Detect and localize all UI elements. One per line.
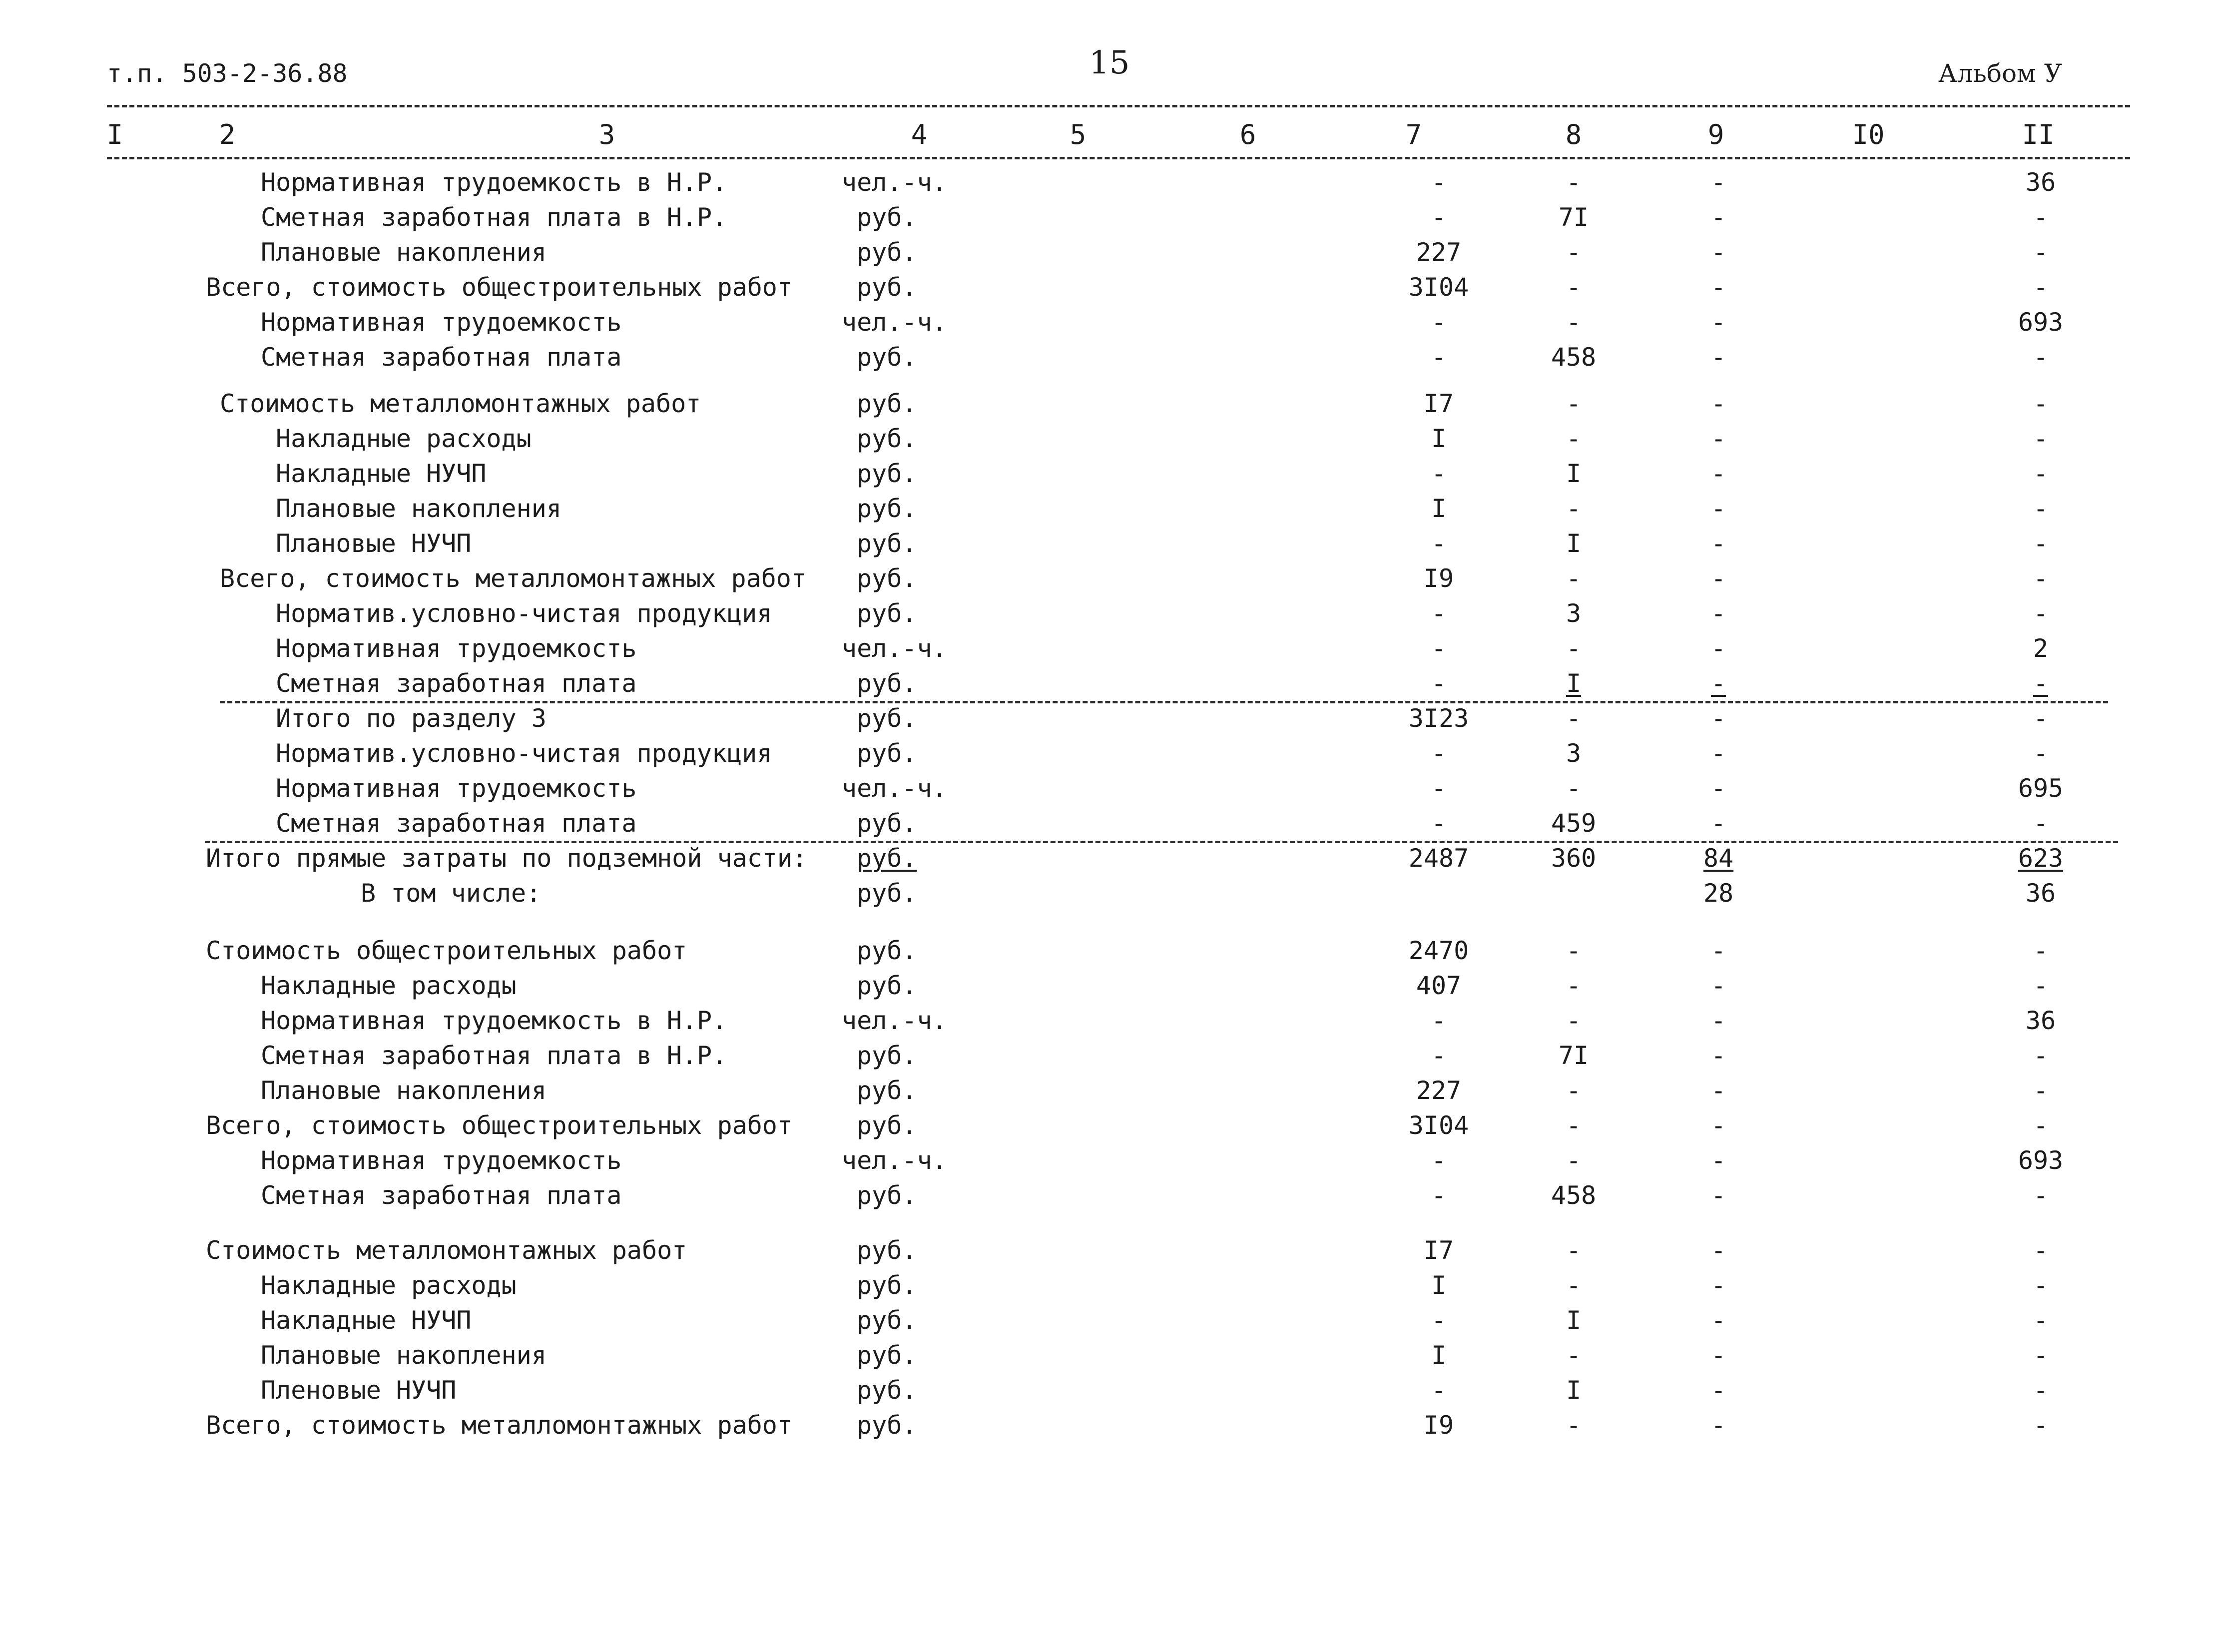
column-number: 6 — [1239, 119, 1256, 150]
row-label: Норматив.условно-чистая продукция — [276, 599, 772, 628]
row-col-9: - — [1710, 424, 1726, 453]
row-label: Всего, стоимость металломонтажных работ — [206, 1411, 792, 1440]
row-col-9: - — [1710, 936, 1726, 965]
section-rule-1 — [220, 701, 2108, 703]
row-col-11: - — [2033, 529, 2049, 558]
column-number: 2 — [219, 119, 236, 150]
column-number: II — [2022, 119, 2055, 150]
row-unit: руб. — [857, 494, 917, 523]
row-col-11: - — [2033, 1076, 2049, 1105]
row-col-7: I9 — [1423, 1411, 1454, 1440]
row-col-11: 36 — [2025, 1006, 2056, 1035]
row-label: Нормативная трудоемкость — [276, 774, 637, 803]
row-col-7: 227 — [1416, 1076, 1462, 1105]
row-col-7: - — [1431, 634, 1447, 663]
row-label: Сметная заработная плата в Н.Р. — [261, 203, 727, 232]
row-col-11: - — [2033, 936, 2049, 965]
row-col-9: - — [1710, 308, 1726, 337]
row-col-9: 28 — [1703, 879, 1734, 908]
row-col-7: I7 — [1423, 1236, 1454, 1265]
row-col-8: - — [1566, 1271, 1582, 1300]
row-label: Сметная заработная плата в Н.Р. — [261, 1041, 727, 1070]
row-unit: чел.-ч. — [842, 308, 947, 337]
row-unit: руб. — [857, 739, 917, 768]
row-col-7: I — [1431, 494, 1447, 523]
row-col-7: 407 — [1416, 971, 1462, 1000]
row-unit: чел.-ч. — [842, 168, 947, 197]
row-col-7: - — [1431, 1376, 1447, 1405]
row-unit: руб. — [857, 1076, 917, 1105]
row-unit: руб. — [857, 809, 917, 838]
row-unit: руб. — [857, 1341, 917, 1370]
column-number: 9 — [1707, 119, 1724, 150]
row-unit: руб. — [857, 343, 917, 372]
row-label: Плановые накопления — [261, 1076, 547, 1105]
row-unit: руб. — [857, 1111, 917, 1140]
row-col-8: 459 — [1551, 809, 1597, 838]
row-col-8: - — [1566, 564, 1582, 593]
row-col-9: - — [1710, 1376, 1726, 1405]
row-col-9: - — [1710, 238, 1726, 267]
row-col-11: - — [2033, 1271, 2049, 1300]
row-label: Нормативная трудоемкость — [276, 634, 637, 663]
row-label: Всего, стоимость общестроительных работ — [206, 1111, 792, 1140]
row-col-11: - — [2033, 1236, 2049, 1265]
row-col-9: - — [1710, 1341, 1726, 1370]
row-col-8: - — [1566, 308, 1582, 337]
row-col-11: - — [2033, 809, 2049, 838]
row-col-8: I — [1566, 1306, 1582, 1335]
row-col-7: - — [1431, 1306, 1447, 1335]
row-col-8: 7I — [1558, 203, 1589, 232]
row-col-7: - — [1431, 529, 1447, 558]
row-col-8: - — [1566, 1411, 1582, 1440]
row-col-11: - — [2033, 739, 2049, 768]
row-unit: руб. — [857, 564, 917, 593]
row-col-11: - — [2033, 1376, 2049, 1405]
row-col-9: - — [1710, 704, 1726, 733]
row-label: Всего, стоимость общестроительных работ — [206, 273, 792, 302]
row-label: Накладные НУЧП — [261, 1306, 472, 1335]
row-col-9: - — [1710, 1006, 1726, 1035]
row-col-8: - — [1566, 168, 1582, 197]
row-col-9: - — [1710, 529, 1726, 558]
row-col-9: - — [1710, 1181, 1726, 1210]
row-col-7: - — [1431, 1041, 1447, 1070]
row-col-11: - — [2033, 389, 2049, 418]
row-unit: руб. — [857, 1411, 917, 1440]
row-col-11: - — [2033, 424, 2049, 453]
row-col-8: I — [1566, 669, 1582, 698]
column-number: 7 — [1405, 119, 1422, 150]
row-col-11: 693 — [2018, 1146, 2064, 1175]
row-label: Итого прямые затраты по подземной части: — [206, 844, 808, 873]
row-unit: руб. — [857, 1041, 917, 1070]
row-label: В том числе: — [361, 879, 542, 908]
row-col-7: I — [1431, 424, 1447, 453]
row-col-9: - — [1710, 168, 1726, 197]
row-label: Нормативная трудоемкость — [261, 1146, 622, 1175]
row-col-8: - — [1566, 238, 1582, 267]
row-col-11: - — [2033, 564, 2049, 593]
row-unit: руб. — [857, 203, 917, 232]
row-col-11: - — [2033, 971, 2049, 1000]
row-unit: руб. — [857, 1271, 917, 1300]
column-number: 4 — [911, 119, 928, 150]
row-col-9: - — [1710, 1306, 1726, 1335]
row-col-7: - — [1431, 599, 1447, 628]
row-unit: чел.-ч. — [842, 634, 947, 663]
row-col-9: - — [1710, 809, 1726, 838]
row-label: Плановые накопления — [276, 494, 561, 523]
row-col-7: 227 — [1416, 238, 1462, 267]
row-col-8: - — [1566, 494, 1582, 523]
row-label: Накладные расходы — [261, 1271, 517, 1300]
row-label: Сметная заработная плата — [261, 1181, 622, 1210]
row-col-11: - — [2033, 1341, 2049, 1370]
row-unit: руб. — [857, 971, 917, 1000]
row-col-11: - — [2033, 1411, 2049, 1440]
row-col-9: - — [1710, 343, 1726, 372]
row-unit: руб. — [857, 936, 917, 965]
row-col-11: - — [2033, 238, 2049, 267]
row-col-8: - — [1566, 774, 1582, 803]
row-col-11: - — [2033, 203, 2049, 232]
row-label: Накладные НУЧП — [276, 459, 487, 488]
row-col-11: 693 — [2018, 308, 2064, 337]
row-col-8: - — [1566, 389, 1582, 418]
row-col-9: 84 — [1703, 844, 1734, 873]
row-col-11: - — [2033, 1041, 2049, 1070]
row-col-8: - — [1566, 971, 1582, 1000]
column-number: I — [106, 119, 123, 150]
row-label: Сметная заработная плата — [276, 669, 637, 698]
row-col-11: 623 — [2018, 844, 2064, 873]
row-col-8: 458 — [1551, 1181, 1597, 1210]
row-label: Стоимость металломонтажных работ — [206, 1236, 687, 1265]
row-unit: руб. — [857, 459, 917, 488]
row-col-7: 3I23 — [1408, 704, 1469, 733]
row-col-9: - — [1710, 1411, 1726, 1440]
row-col-8: - — [1566, 424, 1582, 453]
row-label: Стоимость металломонтажных работ — [220, 389, 701, 418]
row-col-8: I — [1566, 529, 1582, 558]
row-col-9: - — [1710, 203, 1726, 232]
row-unit: руб. — [857, 238, 917, 267]
row-col-11: - — [2033, 494, 2049, 523]
row-unit: руб. — [857, 529, 917, 558]
column-number: 5 — [1070, 119, 1087, 150]
row-col-11: 2 — [2033, 634, 2049, 663]
row-col-7: - — [1431, 203, 1447, 232]
section-rule-2 — [205, 841, 2118, 843]
row-col-8: - — [1566, 1006, 1582, 1035]
row-unit: руб. — [857, 424, 917, 453]
row-label: Плановые НУЧП — [276, 529, 472, 558]
column-number: 3 — [598, 119, 615, 150]
row-col-9: - — [1710, 1041, 1726, 1070]
row-col-11: - — [2033, 343, 2049, 372]
row-col-8: I — [1566, 459, 1582, 488]
row-col-8: - — [1566, 936, 1582, 965]
row-unit: руб. — [857, 704, 917, 733]
row-col-7: I — [1431, 1341, 1447, 1370]
row-col-9: - — [1710, 389, 1726, 418]
row-label: Нормативная трудоемкость в Н.Р. — [261, 1006, 727, 1035]
row-unit: руб. — [857, 844, 917, 873]
album-label: Альбом У — [1938, 59, 2062, 88]
row-col-9: - — [1710, 774, 1726, 803]
row-col-7: - — [1431, 343, 1447, 372]
column-number: 8 — [1565, 119, 1582, 150]
row-col-11: 695 — [2018, 774, 2064, 803]
row-label: Плановые накопления — [261, 1341, 547, 1370]
row-col-8: 360 — [1551, 844, 1597, 873]
row-col-11: - — [2033, 1111, 2049, 1140]
row-col-7: - — [1431, 459, 1447, 488]
row-label: Сметная заработная плата — [276, 809, 637, 838]
row-col-7: 3I04 — [1408, 273, 1469, 302]
column-number: I0 — [1852, 119, 1885, 150]
row-col-7: - — [1431, 1006, 1447, 1035]
row-col-11: 36 — [2025, 879, 2056, 908]
row-unit: руб. — [857, 1181, 917, 1210]
row-unit: руб. — [857, 1306, 917, 1335]
row-col-8: 7I — [1558, 1041, 1589, 1070]
row-col-8: - — [1566, 1111, 1582, 1140]
row-col-9: - — [1710, 1271, 1726, 1300]
row-col-9: - — [1710, 273, 1726, 302]
row-col-9: - — [1710, 1236, 1726, 1265]
row-col-9: - — [1710, 459, 1726, 488]
row-col-8: - — [1566, 273, 1582, 302]
row-label: Норматив.условно-чистая продукция — [276, 739, 772, 768]
row-col-7: - — [1431, 774, 1447, 803]
row-label: Стоимость общестроительных работ — [206, 936, 687, 965]
row-col-8: 3 — [1566, 599, 1582, 628]
row-unit: руб. — [857, 1376, 917, 1405]
row-col-7: I — [1431, 1271, 1447, 1300]
row-unit: руб. — [857, 1236, 917, 1265]
row-col-11: - — [2033, 273, 2049, 302]
row-col-9: - — [1710, 669, 1726, 698]
row-col-11: - — [2033, 704, 2049, 733]
page-number: 15 — [1089, 44, 1130, 81]
row-col-9: - — [1710, 739, 1726, 768]
row-col-9: - — [1710, 564, 1726, 593]
row-unit: чел.-ч. — [842, 1006, 947, 1035]
row-label: Сметная заработная плата — [261, 343, 622, 372]
row-col-7: 2487 — [1408, 844, 1469, 873]
row-col-8: 458 — [1551, 343, 1597, 372]
document-reference: т.п. 503-2-36.88 — [107, 59, 348, 88]
row-label: Плановые накопления — [261, 238, 547, 267]
row-label: Нормативная трудоемкость в Н.Р. — [261, 168, 727, 197]
row-col-9: - — [1710, 1146, 1726, 1175]
row-col-8: - — [1566, 704, 1582, 733]
row-col-11: - — [2033, 1306, 2049, 1335]
row-col-8: - — [1566, 1146, 1582, 1175]
row-unit: чел.-ч. — [842, 1146, 947, 1175]
row-col-8: I — [1566, 1376, 1582, 1405]
row-unit: руб. — [857, 389, 917, 418]
row-col-11: - — [2033, 1181, 2049, 1210]
row-col-8: - — [1566, 1236, 1582, 1265]
row-col-8: - — [1566, 1341, 1582, 1370]
row-col-7: - — [1431, 1146, 1447, 1175]
row-unit: руб. — [857, 599, 917, 628]
row-col-7: - — [1431, 168, 1447, 197]
row-col-9: - — [1710, 634, 1726, 663]
row-col-7: I7 — [1423, 389, 1454, 418]
row-label: Накладные расходы — [261, 971, 517, 1000]
row-label: Всего, стоимость металломонтажных работ — [220, 564, 806, 593]
row-col-9: - — [1710, 599, 1726, 628]
row-col-8: - — [1566, 634, 1582, 663]
row-col-9: - — [1710, 494, 1726, 523]
row-col-9: - — [1710, 971, 1726, 1000]
row-col-8: 3 — [1566, 739, 1582, 768]
row-label: Пленовые НУЧП — [261, 1376, 457, 1405]
row-label: Нормативная трудоемкость — [261, 308, 622, 337]
row-label: Итого по разделу 3 — [276, 704, 547, 733]
row-col-7: - — [1431, 1181, 1447, 1210]
row-unit: чел.-ч. — [842, 774, 947, 803]
row-col-7: 2470 — [1408, 936, 1469, 965]
row-col-8: - — [1566, 1076, 1582, 1105]
row-unit: руб. — [857, 273, 917, 302]
row-col-7: - — [1431, 739, 1447, 768]
row-col-7: - — [1431, 809, 1447, 838]
row-unit: руб. — [857, 879, 917, 908]
row-label: Накладные расходы — [276, 424, 532, 453]
row-col-11: - — [2033, 459, 2049, 488]
row-col-7: 3I04 — [1408, 1111, 1469, 1140]
row-col-9: - — [1710, 1111, 1726, 1140]
row-col-7: - — [1431, 669, 1447, 698]
row-col-7: I9 — [1423, 564, 1454, 593]
row-col-11: - — [2033, 669, 2049, 698]
row-col-7: - — [1431, 308, 1447, 337]
row-col-11: 36 — [2025, 168, 2056, 197]
row-unit: руб. — [857, 669, 917, 698]
row-col-11: - — [2033, 599, 2049, 628]
row-col-9: - — [1710, 1076, 1726, 1105]
